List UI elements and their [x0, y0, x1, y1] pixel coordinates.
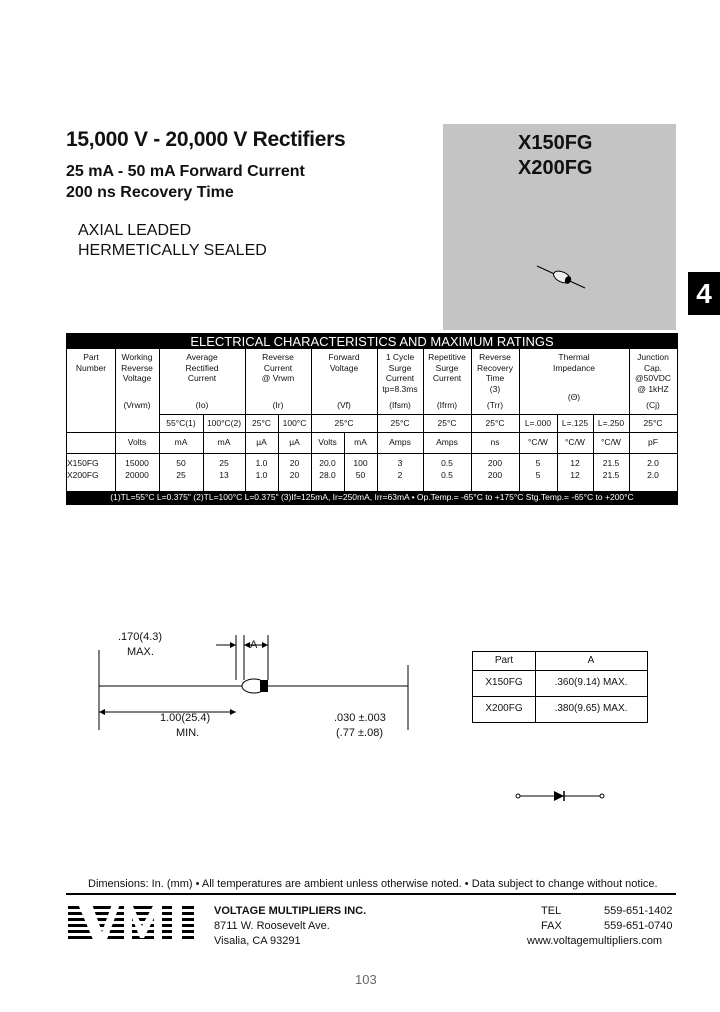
symbol-vf: (Vf)	[337, 400, 351, 410]
cond-ir-100: 100°C	[282, 418, 307, 428]
cond-vf: 25°C	[334, 418, 354, 428]
dim-lead-diameter: .030 ±.003	[334, 712, 386, 724]
unit-ir-25: µA	[256, 437, 267, 447]
cond-ifrm: 25°C	[437, 418, 457, 428]
ptable-header-a: A	[587, 655, 595, 666]
dim-body-length: .170(4.3)	[118, 631, 163, 643]
disclaimer: Dimensions: In. (mm) • All temperatures are ambient unless otherwise noted. • Data subject to change without notice.	[88, 878, 658, 890]
row-x200fg-vrwm: 20000	[125, 470, 149, 480]
col-header-trr: Reverse Recovery Time (3)	[477, 352, 513, 394]
col-header-thermal: Thermal Impedance	[552, 352, 596, 373]
ratings-table	[66, 333, 678, 505]
row-x200fg-ifrm: 0.5	[441, 470, 453, 480]
row-x150fg-th3: 21.5	[602, 458, 620, 468]
col-header-cj: Junction Cap. @50VDC @ 1kHZ	[634, 352, 672, 394]
symbol-ifrm: (Ifrm)	[436, 400, 458, 410]
row-x200fg-ir25: 1.0	[255, 470, 268, 480]
ptable-x150fg-part: X150FG	[485, 677, 523, 688]
symbol-cj: (Cj)	[646, 400, 660, 410]
dim-a-label: A	[250, 639, 258, 651]
dim-lead-length: 1.00(25.4)	[160, 712, 211, 724]
fax-label: FAX	[541, 920, 562, 932]
unit-ifrm: Amps	[436, 437, 458, 447]
cond-cj: 25°C	[643, 418, 663, 428]
cond-l250: L=.250	[597, 418, 625, 428]
company-address2: Visalia, CA 93291	[214, 935, 301, 947]
ptable-header-part: Part	[494, 655, 514, 666]
row-x200fg-if: 50	[355, 470, 366, 480]
row-x150fg-vrwm: 15000	[125, 458, 149, 468]
tel-label: TEL	[541, 905, 562, 917]
feature-axial: AXIAL LEADED	[78, 222, 192, 239]
row-x150fg-th1: 5	[535, 458, 541, 468]
row-x150fg-if: 100	[353, 458, 368, 468]
dim-lead-min: MIN.	[176, 727, 200, 739]
row-x200fg-th1: 5	[535, 470, 541, 480]
cond-io-55: 55°C(1)	[166, 418, 196, 428]
symbol-io: (Io)	[195, 400, 209, 410]
col-header-vrwm: Working Reverse Voltage	[121, 352, 153, 383]
row-x200fg-cj: 2.0	[647, 470, 659, 480]
row-x200fg-part: X200FG	[67, 470, 99, 480]
cond-trr: 25°C	[485, 418, 505, 428]
diode-package-icon	[535, 262, 587, 292]
row-x200fg-vf: 28.0	[319, 470, 336, 480]
row-x150fg-vf: 20.0	[319, 458, 336, 468]
row-x150fg-ir25: 1.0	[255, 458, 268, 468]
row-x200fg-ir100: 20	[289, 470, 300, 480]
row-x150fg-io100: 25	[219, 458, 229, 468]
subtitle-recovery: 200 ns Recovery Time	[66, 184, 234, 201]
col-header-ir: Reverse Current @ Vrwm	[261, 352, 295, 383]
page-title: 15,000 V - 20,000 V Rectifiers	[66, 128, 346, 151]
symbol-theta: (Θ)	[567, 392, 581, 402]
feature-hermetic: HERMETICALLY SEALED	[78, 242, 267, 259]
col-header-vf: Forward Voltage	[328, 352, 360, 373]
company-name: VOLTAGE MULTIPLIERS INC.	[214, 905, 367, 917]
diode-symbol-icon	[514, 788, 606, 804]
col-header-io: Average Rectified Current	[185, 352, 219, 383]
fax-number: 559-651-0740	[604, 920, 673, 932]
unit-trr: ns	[490, 437, 500, 447]
vmi-logo	[68, 904, 196, 942]
row-x150fg-io55: 50	[176, 458, 186, 468]
dim-body-max: MAX.	[127, 646, 154, 658]
row-x150fg-cj: 2.0	[647, 458, 659, 468]
col-header-ifsm: 1 Cycle Surge Current tp=8.3ms	[382, 352, 418, 394]
symbol-vrwm: (Vrwm)	[123, 400, 151, 410]
table-footnote: (1)TL=55°C L=0.375" (2)TL=100°C L=0.375" (3)If=125mA, Ir=250mA, Irr=63mA • Op.Temp.= -65°C to +175°C Stg.Temp.= -65°C to +200°C	[67, 491, 677, 504]
ptable-x200fg-a: .380(9.65) MAX.	[554, 703, 628, 714]
subtitle-current: 25 mA - 50 mA Forward Current	[66, 163, 305, 180]
col-header-ifrm: Repetitive Surge Current	[428, 352, 466, 383]
tel-number: 559-651-1402	[604, 905, 673, 917]
row-x200fg-ifsm: 2	[397, 470, 403, 480]
unit-ir-100: µA	[289, 437, 300, 447]
unit-io-55: mA	[174, 437, 188, 447]
col-header-part: Part Number	[75, 352, 107, 373]
unit-ifsm: Amps	[389, 437, 411, 447]
cond-l000: L=.000	[524, 418, 552, 428]
cond-ifsm: 25°C	[390, 418, 410, 428]
row-x200fg-th3: 21.5	[602, 470, 620, 480]
symbol-trr: (Trr)	[486, 400, 504, 410]
page-number: 103	[355, 972, 377, 987]
dim-lead-diameter-mm: (.77 ±.08)	[336, 727, 384, 739]
part-number-x200fg: X200FG	[518, 157, 593, 179]
row-x200fg-trr: 200	[487, 470, 503, 480]
unit-io-100: mA	[217, 437, 231, 447]
unit-vf-ma: mA	[354, 437, 367, 447]
unit-vf-volts: Volts	[318, 437, 337, 447]
unit-theta-3: °C/W	[601, 437, 621, 447]
row-x150fg-ifrm: 0.5	[441, 458, 453, 468]
table-title: ELECTRICAL CHARACTERISTICS AND MAXIMUM RATINGS	[67, 334, 677, 349]
section-tab: 4	[688, 272, 720, 315]
cond-io-100: 100°C(2)	[206, 418, 242, 428]
part-number-x150fg: X150FG	[518, 132, 593, 154]
row-x150fg-ir100: 20	[289, 458, 300, 468]
website: www.voltagemultipliers.com	[527, 935, 663, 947]
company-address1: 8711 W. Roosevelt Ave.	[214, 920, 330, 932]
row-x200fg-th2: 12	[570, 470, 580, 480]
cond-l125: L=.125	[561, 418, 589, 428]
row-x150fg-ifsm: 3	[397, 458, 403, 468]
footer-rule	[66, 893, 676, 895]
row-x200fg-io100: 13	[219, 470, 229, 480]
unit-theta-1: °C/W	[528, 437, 548, 447]
ptable-x150fg-a: .360(9.14) MAX.	[554, 677, 628, 688]
unit-vrwm: Volts	[127, 437, 147, 447]
symbol-ir: (Ir)	[272, 400, 284, 410]
unit-theta-2: °C/W	[565, 437, 585, 447]
unit-cj: pF	[648, 437, 658, 447]
cond-ir-25: 25°C	[252, 418, 271, 428]
ptable-x200fg-part: X200FG	[485, 703, 523, 714]
symbol-ifsm: (Ifsm)	[389, 400, 411, 410]
row-x150fg-part: X150FG	[67, 458, 99, 468]
row-x150fg-trr: 200	[487, 458, 503, 468]
dimension-a-table	[472, 651, 648, 723]
row-x150fg-th2: 12	[570, 458, 580, 468]
row-x200fg-io55: 25	[176, 470, 186, 480]
